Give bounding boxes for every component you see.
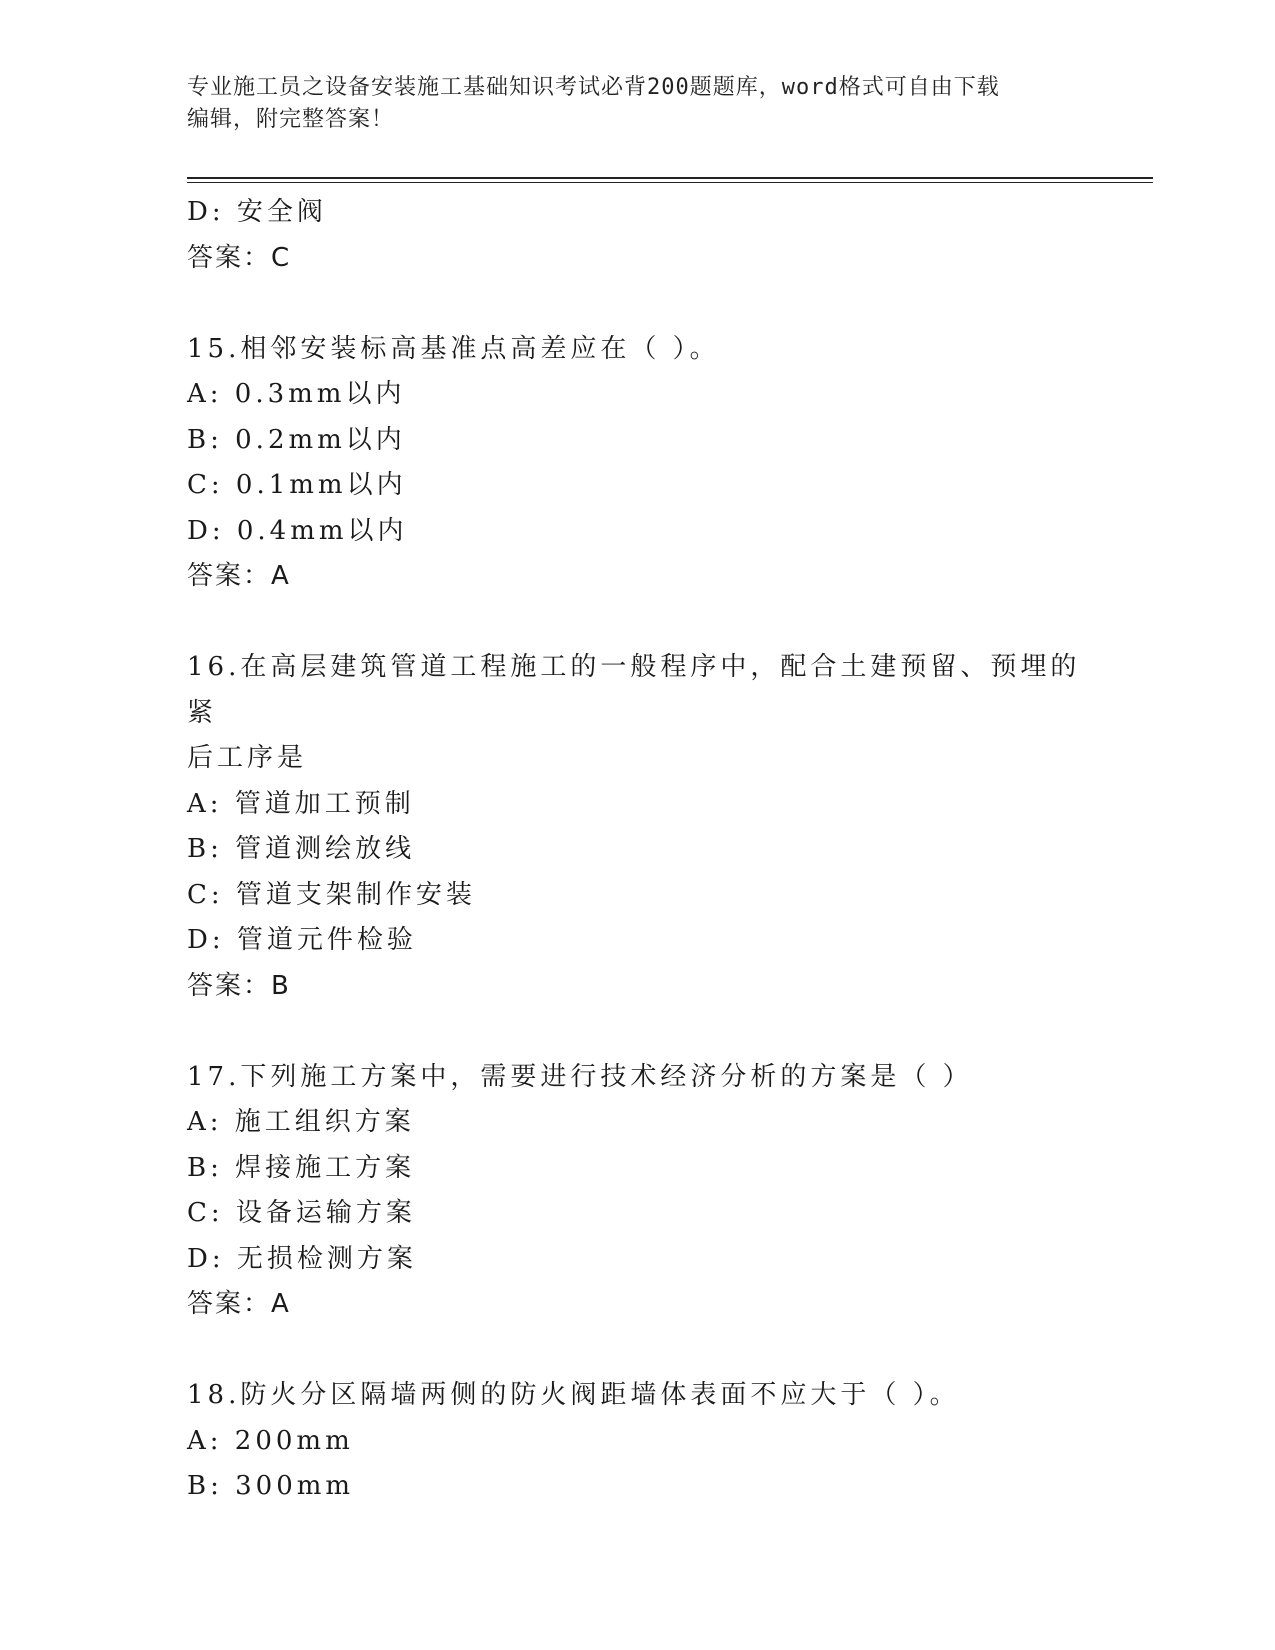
- answer-line: 答案：A: [187, 561, 291, 591]
- question-block-prev: [187, 190, 1087, 281]
- option-d: D: 管道元件检验: [187, 925, 417, 955]
- option-a: A: 施工组织方案: [187, 1107, 415, 1137]
- header-divider-thin: [187, 182, 1153, 183]
- option-d: D: 0.4mm以内: [187, 515, 408, 546]
- option-c: C: 设备运输方案: [187, 1198, 416, 1228]
- option-d: D: 安全阀: [187, 197, 327, 227]
- question-block-16: [187, 645, 1087, 1009]
- option-b: B: 0.2mm以内: [187, 424, 406, 455]
- answer-line: 答案：C: [187, 242, 292, 273]
- option-a: A: 0.3mm以内: [187, 379, 406, 409]
- question-text: 15.相邻安装标高基准点高差应在（ ）。: [187, 333, 720, 364]
- answer-line: 答案：B: [187, 970, 291, 1001]
- question-text-line-2: 后工序是: [187, 743, 308, 773]
- question-text: 17.下列施工方案中，需要进行技术经济分析的方案是（ ）: [187, 1061, 973, 1092]
- page-header: [187, 72, 1087, 136]
- question-block-18: [187, 1373, 1087, 1510]
- option-a: A: 管道加工预制: [187, 788, 415, 819]
- question-text: 18.防火分区隔墙两侧的防火阀距墙体表面不应大于（ ）。: [187, 1380, 960, 1410]
- header-divider-thick: [187, 177, 1153, 179]
- spacer: [187, 281, 1087, 327]
- option-a: A: 200mm: [187, 1425, 354, 1456]
- question-block-17: [187, 1055, 1087, 1328]
- header-title-line-1: 专业施工员之设备安装施工基础知识考试必背200题题库，word格式可自由下载: [187, 75, 1000, 100]
- spacer: [187, 600, 1087, 646]
- spacer: [187, 1328, 1087, 1374]
- option-d: D: 无损检测方案: [187, 1243, 417, 1274]
- option-b: B: 管道测绘放线: [187, 834, 416, 864]
- question-block-15: [187, 327, 1087, 600]
- option-b: B: 焊接施工方案: [187, 1152, 416, 1183]
- option-c: C: 0.1mm以内: [187, 470, 407, 500]
- spacer: [187, 1009, 1087, 1055]
- answer-line: 答案：A: [187, 1289, 291, 1319]
- option-c: C: 管道支架制作安装: [187, 879, 476, 910]
- question-text-line-1: 16.在高层建筑管道工程施工的一般程序中，配合土建预留、预埋的紧: [187, 652, 1081, 728]
- option-b: B: 300mm: [187, 1471, 355, 1501]
- header-title-line-2: 编辑，附完整答案！: [187, 107, 395, 132]
- question-list: [187, 190, 1087, 1510]
